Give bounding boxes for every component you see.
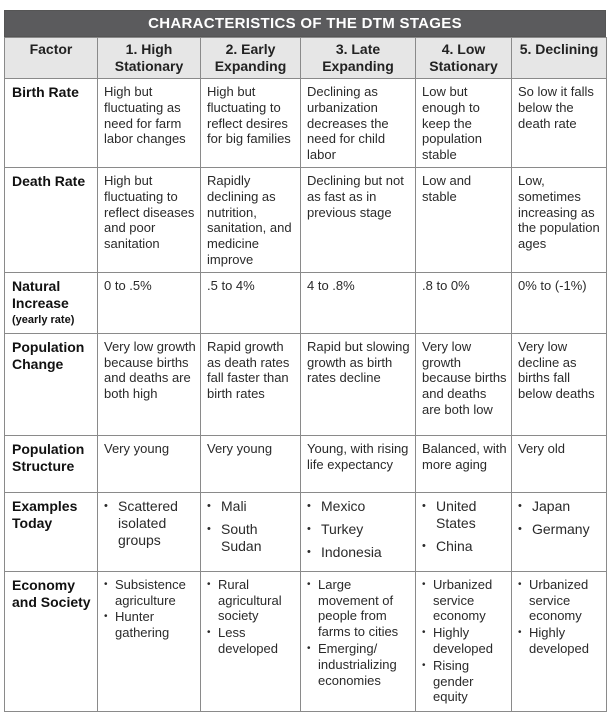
table-cell: Rapid but slowing growth as birth rates decline — [301, 333, 416, 435]
header-stage-5: 5. Declining — [512, 38, 607, 79]
table-cell: Declining as urbanization decreases the need for child labor — [301, 79, 416, 168]
list-item: • Less developed — [207, 625, 296, 657]
table-cell: Very low decline as births fall below deaths — [512, 333, 607, 435]
table-cell — [416, 571, 512, 711]
table-cell — [416, 492, 512, 571]
table-cell: Very old — [512, 435, 607, 492]
list-item: • Highly developed — [422, 625, 507, 657]
row-label: Natural Increase — [12, 277, 69, 311]
dtm-table-container — [4, 10, 606, 712]
table-cell: Rapidly declining as nutrition, sanitation, and medicine improve — [201, 167, 301, 272]
header-factor: Factor — [5, 38, 98, 79]
table-row-population-structure — [5, 435, 607, 492]
header-stage-2: 2. Early Expanding — [201, 38, 301, 79]
list-item: • Rural agricultural society — [207, 577, 296, 624]
table-cell — [512, 492, 607, 571]
list-item: • Mexico — [307, 498, 411, 515]
table-row-examples-today — [5, 492, 607, 571]
header-stage-3: 3. Late Expanding — [301, 38, 416, 79]
table-cell: High but fluctuating to reflect desires for big families — [201, 79, 301, 168]
economy-list — [422, 577, 507, 705]
examples-list — [104, 498, 196, 549]
table-cell: Low, sometimes increasing as the population ages — [512, 167, 607, 272]
table-cell: Rapid growth as death rates fall faster than birth rates — [201, 333, 301, 435]
table-cell: Low and stable — [416, 167, 512, 272]
table-cell: 0% to (-1%) — [512, 272, 607, 333]
list-item: • Emerging/ industrializing economies — [307, 641, 411, 688]
list-item: • South Sudan — [207, 521, 296, 555]
table-row-birth-rate — [5, 79, 607, 168]
table-cell: High but fluctuating as need for farm labor changes — [98, 79, 201, 168]
economy-list — [207, 577, 296, 657]
row-label: Examples Today — [5, 492, 98, 571]
table-cell: Low but enough to keep the population stable — [416, 79, 512, 168]
list-item: • Large movement of people from farms to cities — [307, 577, 411, 640]
table-cell — [301, 492, 416, 571]
row-label: Population Change — [5, 333, 98, 435]
table-row-death-rate — [5, 167, 607, 272]
table-cell: Very young — [201, 435, 301, 492]
row-label: Economy and Society — [5, 571, 98, 711]
list-item: • Turkey — [307, 521, 411, 538]
list-item: • Scattered isolated groups — [104, 498, 196, 549]
dtm-table — [4, 37, 607, 712]
table-cell: Very young — [98, 435, 201, 492]
table-cell — [98, 571, 201, 711]
table-title: CHARACTERISTICS OF THE DTM STAGES — [4, 10, 606, 37]
list-item: • Urbanized service economy — [518, 577, 602, 624]
row-sublabel: (yearly rate) — [12, 313, 75, 326]
economy-list — [104, 577, 196, 641]
header-stage-4: 4. Low Stationary — [416, 38, 512, 79]
table-row-economy-society — [5, 571, 607, 711]
list-item: • Subsistence agriculture — [104, 577, 196, 609]
table-cell: Balanced, with more aging — [416, 435, 512, 492]
list-item: • Indonesia — [307, 544, 411, 561]
economy-list — [518, 577, 602, 657]
examples-list — [307, 498, 411, 561]
list-item: • China — [422, 538, 507, 555]
table-cell: 0 to .5% — [98, 272, 201, 333]
list-item: • Germany — [518, 521, 602, 538]
table-cell: Declining but not as fast as in previous stage — [301, 167, 416, 272]
row-label: Death Rate — [5, 167, 98, 272]
table-cell: Very low growth because births and deaths are both high — [98, 333, 201, 435]
table-cell: 4 to .8% — [301, 272, 416, 333]
table-cell — [512, 571, 607, 711]
economy-list — [307, 577, 411, 689]
row-label: Population Structure — [5, 435, 98, 492]
table-cell: So low it falls below the death rate — [512, 79, 607, 168]
list-item: • Japan — [518, 498, 602, 515]
examples-list — [518, 498, 602, 538]
table-cell: Very low growth because births and deaths are both low — [416, 333, 512, 435]
table-cell — [98, 492, 201, 571]
list-item: • Hunter gathering — [104, 609, 196, 641]
list-item: • Mali — [207, 498, 296, 515]
header-row — [5, 38, 607, 79]
table-cell: .5 to 4% — [201, 272, 301, 333]
table-cell — [201, 492, 301, 571]
list-item: • Urbanized service economy — [422, 577, 507, 624]
examples-list — [207, 498, 296, 555]
table-cell: .8 to 0% — [416, 272, 512, 333]
table-row-population-change — [5, 333, 607, 435]
header-stage-1: 1. High Stationary — [98, 38, 201, 79]
table-row-natural-increase — [5, 272, 607, 333]
table-cell: Young, with rising life expectancy — [301, 435, 416, 492]
row-label-cell — [5, 272, 98, 333]
list-item: • Highly developed — [518, 625, 602, 657]
table-cell — [301, 571, 416, 711]
table-cell — [201, 571, 301, 711]
table-cell: High but fluctuating to reflect diseases and poor sanitation — [98, 167, 201, 272]
list-item: • Rising gender equity — [422, 658, 507, 705]
list-item: • United States — [422, 498, 507, 532]
examples-list — [422, 498, 507, 555]
row-label: Birth Rate — [5, 79, 98, 168]
